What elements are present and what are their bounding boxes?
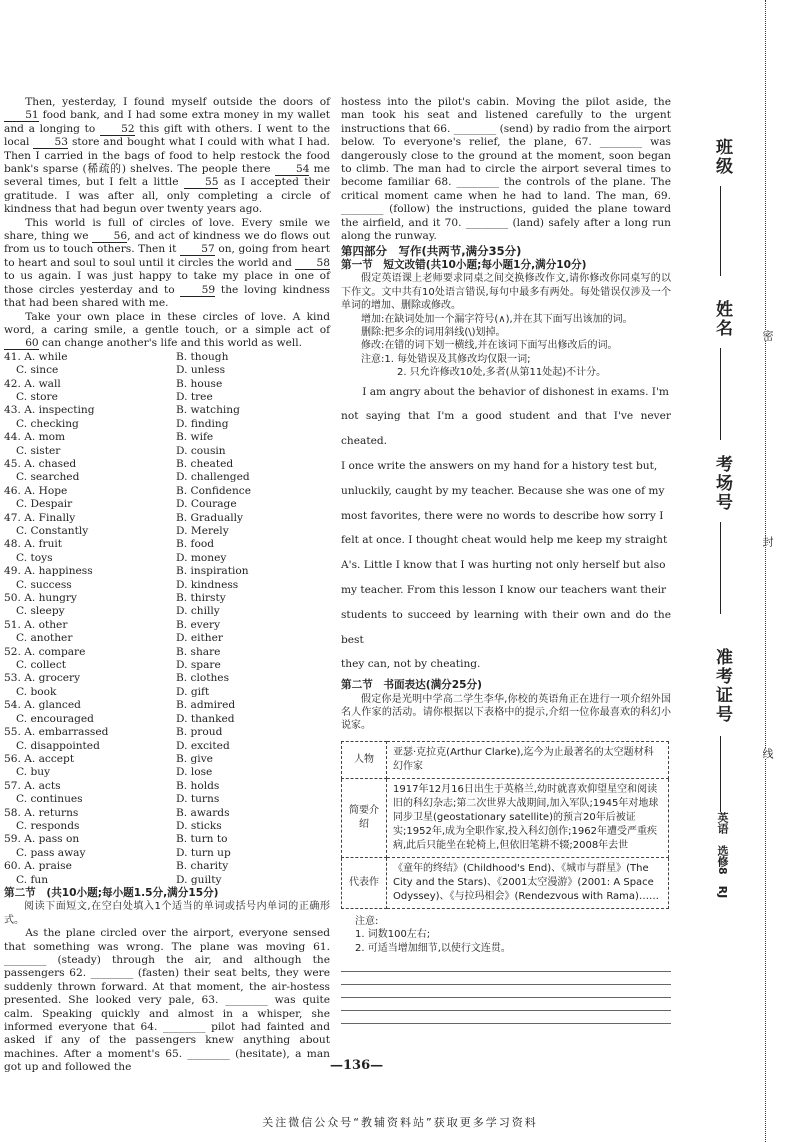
option-choice[interactable]: D. challenged [176, 471, 250, 484]
option-row [4, 807, 330, 820]
option-choice[interactable]: C. checking [16, 417, 79, 430]
mark-seal: 密 [761, 330, 774, 341]
option-row [4, 740, 330, 753]
writing-line[interactable] [341, 1011, 671, 1024]
essay-line[interactable]: my teacher. From this lesson I know our teachers want their [341, 583, 667, 596]
note-2: 2. 可适当增加细节,以使行文连贯。 [355, 942, 511, 954]
option-choice[interactable]: 41. A. while [4, 350, 68, 363]
option-choice[interactable]: 50. A. hungry [4, 592, 77, 605]
option-choice[interactable]: 43. A. inspecting [4, 404, 95, 417]
blank-53[interactable]: 53 [33, 137, 68, 149]
option-choice[interactable]: B. proud [176, 726, 223, 739]
option-row [4, 659, 330, 672]
option-row [4, 874, 330, 887]
option-row [4, 431, 330, 444]
option-choice[interactable]: B. admired [176, 699, 236, 712]
footer-note: 关注微信公众号“教辅资料站”获取更多学习资料 [262, 1116, 538, 1129]
table-row [342, 857, 669, 908]
option-choice[interactable]: B. give [176, 752, 213, 765]
option-choice[interactable]: C. fun [16, 873, 49, 886]
option-choice[interactable]: B. clothes [176, 672, 230, 685]
option-row [4, 726, 330, 739]
mark-line: 线 [761, 748, 774, 759]
option-row [4, 525, 330, 538]
table-head-person: 人物 [342, 741, 387, 778]
dotted-cut-line [765, 0, 766, 1142]
option-row [4, 847, 330, 860]
essay-line[interactable]: I am angry about the behavior of dishonest in exams. I'm [362, 385, 669, 398]
essay-line[interactable]: A's. Little I know that I was hurting not only herself but also [341, 559, 666, 572]
option-row [4, 418, 330, 431]
option-row [4, 713, 330, 726]
right-column [341, 96, 671, 1024]
part4-title: 第四部分 写作(共两节,满分35分) [341, 244, 522, 259]
option-row [4, 458, 330, 471]
option-row [4, 793, 330, 806]
rule-note-2: 2. 只允许修改10处,多者(从第11处起)不计分。 [397, 367, 607, 379]
option-choice[interactable]: D. sticks [176, 819, 222, 832]
options-list [4, 351, 330, 887]
option-choice[interactable]: D. spare [176, 659, 221, 672]
blank-55[interactable]: 55 [184, 177, 219, 189]
essay-line[interactable]: unluckily, caught by my teacher. Because she was one of my [341, 484, 665, 497]
field-line-admission-number[interactable] [720, 736, 721, 822]
option-choice[interactable]: C. Constantly [16, 525, 89, 537]
option-row [4, 592, 330, 605]
table-head-intro: 简要介绍 [342, 778, 387, 857]
writing-line[interactable] [341, 959, 671, 972]
option-choice[interactable]: C. responds [16, 819, 80, 832]
essay-line[interactable]: not saying that I'm a good student and that I've never cheated. [341, 410, 671, 448]
option-choice[interactable]: B. charity [176, 860, 229, 873]
essay-line[interactable]: I once write the answers on my hand for a history test but, [341, 459, 658, 472]
option-choice[interactable]: C. toys [16, 551, 53, 564]
option-row [4, 686, 330, 699]
option-choice[interactable]: D. lose [176, 766, 213, 779]
error-correction-essay [341, 380, 671, 678]
option-row [4, 552, 330, 565]
label-name: 姓名 [712, 300, 732, 338]
option-choice[interactable]: B. Gradually [176, 511, 244, 524]
option-choice[interactable]: C. disappointed [16, 739, 100, 752]
option-choice[interactable]: 59. A. pass on [4, 833, 80, 846]
option-row [4, 860, 330, 873]
option-choice[interactable]: B. wife [176, 431, 214, 444]
option-row [4, 378, 330, 391]
notes-title: 注意: [355, 915, 379, 927]
option-choice[interactable]: C. pass away [16, 846, 86, 859]
option-row [4, 391, 330, 404]
section2-title: 第二节 (共10小题;每小题1.5分,满分15分) [4, 886, 219, 899]
blank-59[interactable]: 59 [180, 285, 215, 297]
writing-line[interactable] [341, 998, 671, 1011]
part4-section1-title: 第一节 短文改错(共10小题;每小题1分,满分10分) [341, 258, 587, 271]
section2-text-continued: hostess into the pilot's cabin. Moving the pilot aside, the man took his seat and listened carefully to the urgent instructions that 66. ________ (send) by radio from the airport below. To everyone's relief, the plane, 67. ________ was dangerously close to the ground at the moment, soon began to climb. The man had to circle the airport several times to become familiar 68. ________ the controls of the plane. The critical moment came when he had to land. The man, 69. ________ (follow) the instructions, guided the plane toward the airfield, and it 70. ________ (land) safely after a long run along the runway. [341, 96, 671, 243]
option-choice[interactable]: B. food [176, 538, 214, 551]
option-choice[interactable]: C. sleepy [16, 605, 65, 618]
option-row [4, 619, 330, 632]
option-row [4, 672, 330, 685]
option-choice[interactable]: C. searched [16, 471, 80, 484]
writing-line[interactable] [341, 985, 671, 998]
option-choice[interactable]: 47. A. Finally [4, 511, 76, 524]
option-choice[interactable]: D. cousin [176, 444, 226, 457]
option-choice[interactable]: D. finding [176, 417, 229, 430]
option-choice[interactable]: C. since [16, 364, 59, 377]
option-choice[interactable]: D. chilly [176, 605, 220, 618]
option-choice[interactable]: C. encouraged [16, 712, 94, 725]
option-choice[interactable]: D. kindness [176, 578, 239, 591]
option-choice[interactable]: B. every [176, 618, 221, 631]
option-choice[interactable]: 57. A. acts [4, 779, 61, 792]
option-row [4, 753, 330, 766]
option-choice[interactable]: 45. A. chased [4, 457, 77, 470]
field-line-class[interactable] [720, 186, 721, 276]
option-row [4, 579, 330, 592]
option-row [4, 485, 330, 498]
option-choice[interactable]: 51. A. other [4, 618, 68, 631]
option-choice[interactable]: C. success [16, 578, 72, 591]
option-choice[interactable]: 49. A. happiness [4, 565, 93, 578]
option-choice[interactable]: B. though [176, 350, 229, 363]
mark-seal-2: 封 [761, 536, 774, 547]
note-1: 1. 词数100左右; [355, 929, 431, 941]
option-row [4, 605, 330, 618]
option-choice[interactable]: C. buy [16, 766, 51, 779]
option-choice[interactable]: C. another [16, 632, 73, 645]
rule-add: 增加:在缺词处加一个漏字符号(∧),并在其下面写出该加的词。 [361, 313, 633, 325]
option-choice[interactable]: C. book [16, 685, 57, 698]
rule-modify: 修改:在错的词下划一横线,并在该词下面写出修改后的词。 [361, 340, 618, 352]
section2-text: As the plane circled over the airport, everyone sensed that something was wrong. The plane was moving 61. ________ (steady) through the air, and although the passengers 62. ________ (fasten) their seat belts, they were suddenly thrown forward. At that moment, the air-hostess presented. She looked very pale, 63. ________ was quite calm. Speaking quickly and almost in a whisper, she informed everyone that 64. ________ pilot had fainted and asked if any of the passengers knew anything about machines. After a moment's 65. ________ (hesitate), a man got up and followed the [4, 927, 330, 1074]
option-choice[interactable]: D. guilty [176, 873, 222, 886]
option-choice[interactable]: 55. A. embarrassed [4, 726, 109, 739]
cloze-paragraph-2: This world is full of circles of love. Every smile we share, thing we 56, and act of kindness we do flows out from us to touch others. Then it 57 on, going from heart to heart and soul to soul until it circles the world and 58 to us again. I was just happy to take my place in one of those circles yesterday and to 59 the loving kindness that had been shared with me. [4, 216, 331, 310]
option-row [4, 565, 330, 578]
option-choice[interactable]: 54. A. glanced [4, 699, 81, 712]
option-choice[interactable]: D. turn up [176, 846, 231, 859]
table-row [342, 778, 669, 857]
option-choice[interactable]: C. collect [16, 659, 67, 672]
option-choice[interactable]: 53. A. grocery [4, 672, 81, 685]
table-head-works: 代表作 [342, 857, 387, 908]
option-choice[interactable]: C. Despair [16, 498, 73, 511]
option-row [4, 498, 330, 511]
option-choice[interactable]: B. awards [176, 806, 230, 819]
option-row [4, 766, 330, 779]
blank-57[interactable]: 57 [180, 244, 215, 256]
blank-52[interactable]: 52 [100, 124, 135, 136]
subject-label: 英语 选修8 RJ [716, 812, 729, 899]
table-row [342, 741, 669, 778]
option-choice[interactable]: B. cheated [176, 457, 234, 470]
option-choice[interactable]: 56. A. accept [4, 752, 75, 765]
essay-line[interactable]: felt at once. I thought cheat would help me keep my straight [341, 534, 668, 547]
option-choice[interactable]: B. share [176, 645, 221, 658]
option-choice[interactable]: B. house [176, 377, 223, 390]
label-class: 班级 [712, 138, 732, 176]
option-choice[interactable]: D. either [176, 632, 223, 645]
blank-56[interactable]: 56 [92, 231, 127, 243]
label-exam-room: 考场号 [712, 455, 732, 512]
option-choice[interactable]: D. turns [176, 793, 220, 806]
option-choice[interactable]: C. store [16, 390, 58, 403]
option-choice[interactable]: C. continues [16, 793, 83, 806]
cloze-paragraph-3: Take your own place in these circles of love. A kind word, a caring smile, a gentle touch, or a simple act of 60 can change another's life and this world as well. [4, 310, 330, 350]
writing-line[interactable] [341, 972, 671, 985]
blank-51[interactable]: 51 [4, 110, 39, 122]
option-row [4, 445, 330, 458]
option-choice[interactable]: 58. A. returns [4, 806, 79, 819]
option-choice[interactable]: 60. A. praise [4, 860, 72, 873]
blank-54[interactable]: 54 [275, 164, 310, 176]
option-choice[interactable]: D. excited [176, 739, 230, 752]
option-choice[interactable]: 46. A. Hope [4, 484, 68, 497]
blank-60[interactable]: 60 [4, 338, 39, 350]
option-choice[interactable]: 44. A. mom [4, 431, 66, 444]
option-row [4, 512, 330, 525]
option-choice[interactable]: B. turn to [176, 833, 228, 846]
option-choice[interactable]: D. Merely [176, 525, 229, 537]
option-row [4, 351, 330, 364]
rule-delete: 删除:把多余的词用斜线(\)划掉。 [361, 326, 506, 338]
option-choice[interactable]: D. gift [176, 685, 210, 698]
option-row [4, 780, 330, 793]
left-column [4, 96, 330, 1075]
section2-instruction: 阅读下面短文,在空白处填入1个适当的单词或括号内单词的正确形式。 [4, 901, 330, 926]
field-line-exam-room[interactable] [720, 522, 721, 614]
essay-line[interactable]: students to succeed by learning with their own and do the best [341, 608, 671, 646]
option-choice[interactable]: D. unless [176, 364, 226, 377]
essay-line[interactable]: most favorites, there were no words to describe how sorry I [341, 509, 664, 522]
option-choice[interactable]: D. money [176, 551, 227, 564]
option-row [4, 538, 330, 551]
option-choice[interactable]: B. watching [176, 404, 240, 417]
part4-section1-instruction: 假定英语课上老师要求同桌之间交换修改作文,请你修改你同桌写的以下作文。文中共有10处语言错误,每句中最多有两处。每处错误仅涉及一个单词的增加、删除或修改。 [341, 273, 671, 312]
label-admission-number: 准考证号 [712, 648, 732, 724]
option-row [4, 404, 330, 417]
table-cell-person: 亚瑟·克拉克(Arthur Clarke),迄今为止最著名的太空题材科幻作家 [387, 741, 669, 778]
essay-line[interactable]: they can, not by cheating. [341, 658, 481, 671]
page-number: —136— [330, 1058, 384, 1073]
option-row [4, 699, 330, 712]
author-info-table [341, 741, 669, 909]
cloze-paragraph-1: Then, yesterday, I found myself outside the doors of 51 food bank, and I had some extra money in my wallet and a longing to 52 this gift with others. I went to the local 53 store and bought what I could with what I had. Then I carried in the bags of food to help restock the food bank's sparse (稀疏的) shelves. The people there 54 me several times, but I felt a little 55 as I accepted their gratitude. I was after all, only completing a circle of kindness that had begun over twenty years ago. [4, 96, 331, 216]
writing-area[interactable] [341, 959, 671, 1024]
part4-section2-instruction: 假定你是光明中学高二学生李华,你校的英语角正在进行一项介绍外国名人作家的活动。请你根据以下表格中的提示,介绍一位你最喜欢的科幻小说家。 [341, 693, 671, 732]
option-choice[interactable]: 42. A. wall [4, 377, 61, 390]
option-choice[interactable]: D. thanked [176, 712, 235, 725]
option-choice[interactable]: 48. A. fruit [4, 538, 63, 551]
option-choice[interactable]: B. thirsty [176, 592, 226, 605]
option-choice[interactable]: D. Courage [176, 498, 237, 511]
option-row [4, 820, 330, 833]
table-cell-intro: 1917年12月16日出生于英格兰,幼时就喜欢仰望星空和阅读旧的科幻杂志;第二次世界大战期间,加入军队;1945年对地球同步卫星(geostationary satellite)的预言20年后被证实;1952年,成为全职作家,投入科幻创作;1962年遭受严重疾病,此后只能坐在轮椅上,但依旧笔耕不辍;2008年去世 [387, 778, 669, 857]
field-line-name[interactable] [720, 348, 721, 440]
table-cell-works: 《童年的终结》(Childhood's End)、《城市与群星》(The City and the Stars)、《2001太空漫游》(2001: A Space Odyssey)、《与拉玛相会》(Rendezvous with Rama)…… [387, 857, 669, 908]
rule-note-1: 注意:1. 每处错误及其修改均仅限一词; [361, 353, 531, 365]
option-choice[interactable]: C. sister [16, 444, 61, 457]
option-choice[interactable]: D. tree [176, 390, 213, 403]
option-choice[interactable]: 52. A. compare [4, 645, 86, 658]
blank-58[interactable]: 58 [295, 258, 330, 270]
option-row [4, 364, 330, 377]
option-row [4, 632, 330, 645]
binding-sidebar [682, 0, 800, 1142]
option-row [4, 471, 330, 484]
option-row [4, 833, 330, 846]
option-choice[interactable]: B. Confidence [176, 484, 251, 497]
part4-section2-title: 第二节 书面表达(满分25分) [341, 679, 482, 692]
option-choice[interactable]: B. holds [176, 779, 220, 792]
option-row [4, 646, 330, 659]
option-choice[interactable]: B. inspiration [176, 565, 249, 578]
